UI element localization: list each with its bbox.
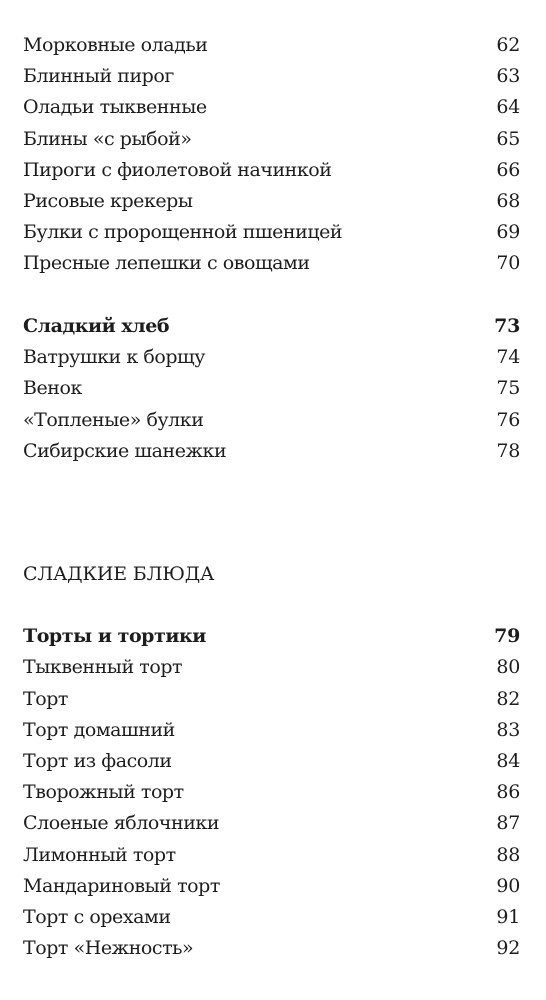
toc-entry-page: 62 <box>496 34 520 56</box>
toc-subsection-heading <box>23 621 520 652</box>
toc-entry-title: Ватрушки к борщу <box>23 346 205 369</box>
toc-entry <box>23 777 520 808</box>
toc-group-1 <box>23 30 520 280</box>
toc-entry-page: 86 <box>496 781 520 804</box>
toc-entry <box>23 373 520 404</box>
section-heading: СЛАДКИЕ БЛЮДА <box>23 563 215 586</box>
toc-entry <box>23 436 520 467</box>
toc-entry-page: 68 <box>496 189 520 212</box>
toc-entry-title: Торт <box>23 687 68 710</box>
toc-entry-page: 91 <box>496 905 520 928</box>
toc-entry-title: Торт домашний <box>23 718 175 741</box>
toc-entry-page: 75 <box>496 377 520 400</box>
spacer <box>23 280 520 312</box>
toc-entry-title: Морковные оладьи <box>23 34 208 56</box>
toc-entry-page: 65 <box>496 127 520 150</box>
toc-entry-page: 80 <box>496 656 520 679</box>
toc-entry-title: Торт с орехами <box>23 905 171 928</box>
toc-entry-page: 82 <box>496 687 520 710</box>
toc-entry-page: 78 <box>496 439 520 462</box>
toc-entry-page: 84 <box>496 749 520 772</box>
toc-entry <box>23 92 520 123</box>
toc-entry-page: 64 <box>496 96 520 119</box>
toc-entry-title: Тыквенный торт <box>23 656 183 679</box>
toc-entry-title: Пироги с фиолетовой начинкой <box>23 158 332 181</box>
spacer <box>23 590 520 621</box>
toc-entry <box>23 124 520 155</box>
toc-entry-title: «Топленые» булки <box>23 408 204 431</box>
toc-subsection-heading <box>23 311 520 342</box>
toc-entry-title: Сладкий хлеб <box>23 315 170 338</box>
toc-entry <box>23 746 520 777</box>
toc-entry-page: 83 <box>496 718 520 741</box>
toc-entry-title: Оладьи тыквенные <box>23 96 207 119</box>
toc-entry-page: 66 <box>496 158 520 181</box>
toc-entry <box>23 902 520 933</box>
toc-entry <box>23 715 520 746</box>
toc-entry <box>23 61 520 92</box>
toc-entry-page: 70 <box>496 252 520 275</box>
toc-entry-page: 69 <box>496 221 520 244</box>
toc-entry-page: 79 <box>494 625 520 648</box>
toc-entry <box>23 217 520 248</box>
toc-entry-page: 87 <box>496 812 520 835</box>
toc-entry-title: Слоеные яблочники <box>23 812 220 835</box>
toc-entry <box>23 248 520 279</box>
toc-entry <box>23 30 520 61</box>
toc-entry-page: 88 <box>496 843 520 866</box>
toc-entry <box>23 871 520 902</box>
toc-entry-title: Пресные лепешки с овощами <box>23 252 310 275</box>
toc-entry <box>23 684 520 715</box>
toc-entry <box>23 652 520 683</box>
toc-entry-title: Торты и тортики <box>23 625 206 648</box>
spacer <box>23 467 520 559</box>
toc-entry-title: Венок <box>23 377 82 400</box>
toc-entry-page: 73 <box>494 315 520 338</box>
toc-entry-title: Торт из фасоли <box>23 749 172 772</box>
toc-entry <box>23 342 520 373</box>
toc-entry <box>23 840 520 871</box>
toc-entry-title: Блинный пирог <box>23 65 174 88</box>
toc-entry <box>23 808 520 839</box>
toc-entry-title: Лимонный торт <box>23 843 176 866</box>
toc-entry-title: Рисовые крекеры <box>23 189 193 212</box>
toc-entry-page: 92 <box>496 937 520 960</box>
toc-entry-title: Блины «с рыбой» <box>23 127 192 150</box>
toc-entry-title: Торт «Нежность» <box>23 937 194 960</box>
toc-entry-page: 76 <box>496 408 520 431</box>
toc-entry-title: Мандариновый торт <box>23 874 220 897</box>
toc-entry-title: Сибирские шанежки <box>23 439 227 462</box>
toc-entry <box>23 405 520 436</box>
toc-entry-title: Булки с пророщенной пшеницей <box>23 221 343 244</box>
toc-entry <box>23 933 520 964</box>
toc-entry-page: 90 <box>496 874 520 897</box>
toc-entry-page: 74 <box>496 346 520 369</box>
toc-entry-page: 63 <box>496 65 520 88</box>
toc-entry-title: Творожный торт <box>23 781 184 804</box>
toc-group-2 <box>23 311 520 467</box>
table-of-contents <box>23 30 520 964</box>
toc-entry <box>23 186 520 217</box>
toc-group-3 <box>23 621 520 964</box>
toc-entry <box>23 155 520 186</box>
